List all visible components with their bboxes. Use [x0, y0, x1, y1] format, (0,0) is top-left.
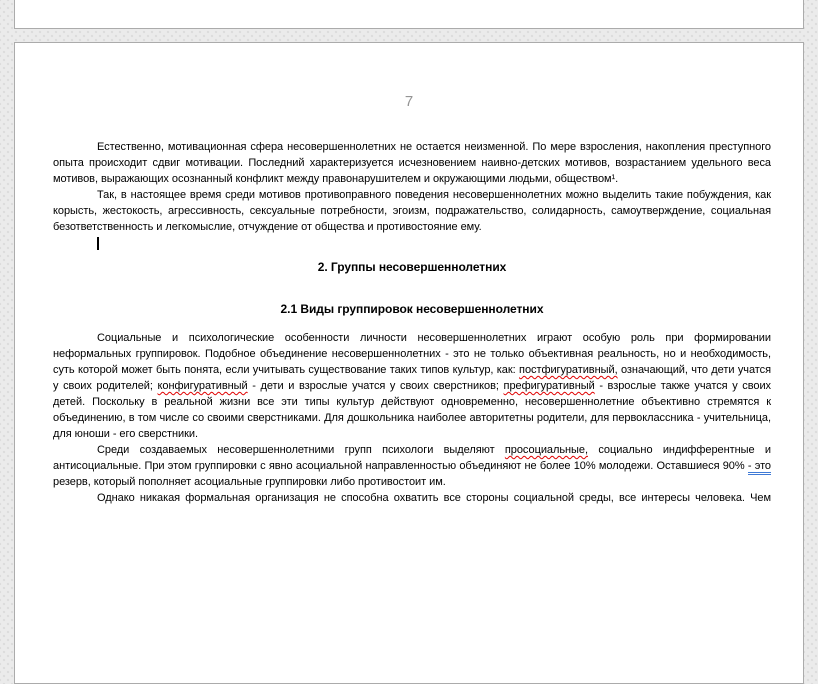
subsection-heading: 2.1 Виды группировок несовершеннолетних — [280, 302, 544, 316]
body-paragraph — [53, 187, 771, 235]
text-run: - дети и взрослые учатся у своих сверстников; — [247, 380, 504, 392]
spellcheck-underline: конфигуративный — [157, 380, 248, 392]
text-run: Среди создаваемых несовершеннолетними групп психологи выделяют — [97, 444, 505, 456]
body-paragraph — [53, 442, 771, 490]
spellcheck-underline: постфигуративный, — [519, 364, 618, 376]
text-run: социально индифферентные и антисоциальные. При этом группировки с явно асоциальной направленностью объединяют не более 10% молодежи. Оставшиеся 90% — [53, 444, 771, 472]
text-run: резерв, который пополняет асоциальные группировки либо противостоит им. — [53, 476, 446, 488]
empty-paragraph — [53, 235, 771, 251]
spellcheck-underline: просоциальные, — [504, 444, 588, 456]
document-page[interactable] — [14, 42, 804, 684]
text-run: означающий, что дети учатся у своих родителей; — [53, 364, 772, 392]
spellcheck-underline: префигуративный — [503, 380, 595, 392]
grammar-underline: - это — [748, 460, 771, 475]
text-run: - взрослые также учатся у своих детей. Поскольку в реальной жизни все эти типы культур действуют одновременно, несовершеннолетние объективно стремятся к объединению, в том числе со своими сверстниками. Для дошкольника наиболее авторитетны родители, для первоклассника - учительница, для юноши - его сверстники. — [53, 380, 772, 440]
previous-page-fragment — [14, 0, 804, 29]
body-paragraph — [53, 330, 771, 442]
text-run: Социальные и психологические особенности личности несовершеннолетних играют особую роль при формировании неформальных группировок. Подобное объединение несовершеннолетних - это не только объективная реальность, но и необходимость, суть которой может быть понята, если учитывать существование таких типов культур, как: — [53, 332, 771, 376]
section-heading: 2. Группы несовершеннолетних — [317, 260, 507, 274]
page-number: 7 — [404, 93, 414, 110]
text-run: Однако никакая формальная организация не способна охватить все стороны социальной среды, все интересы человека. Чем — [97, 492, 771, 504]
text-run: Естественно, мотивационная сфера несовершеннолетних не остается неизменной. По мере взросления, накопления преступного опыта происходит сдвиг мотивации. Последний характеризуется исчезновением наивно-детских мотивов, возрастанием удельного веса мотивов, выражающих осознанный конфликт между правонарушителем и окружающими людьми, обществом¹. — [53, 141, 771, 185]
body-paragraph — [53, 490, 771, 506]
text-cursor — [97, 237, 99, 250]
text-run: Так, в настоящее время среди мотивов противоправного поведения несовершеннолетних можно выделить такие побуждения, как корысть, жестокость, агрессивность, сексуальные потребности, эгоизм, подражательство, солидарность, самоутверждение, социальная безответственность и легкомыслие, отчуждение от общества и противостояние ему. — [53, 189, 771, 233]
body-paragraph — [53, 139, 771, 187]
document-content[interactable] — [15, 139, 803, 506]
